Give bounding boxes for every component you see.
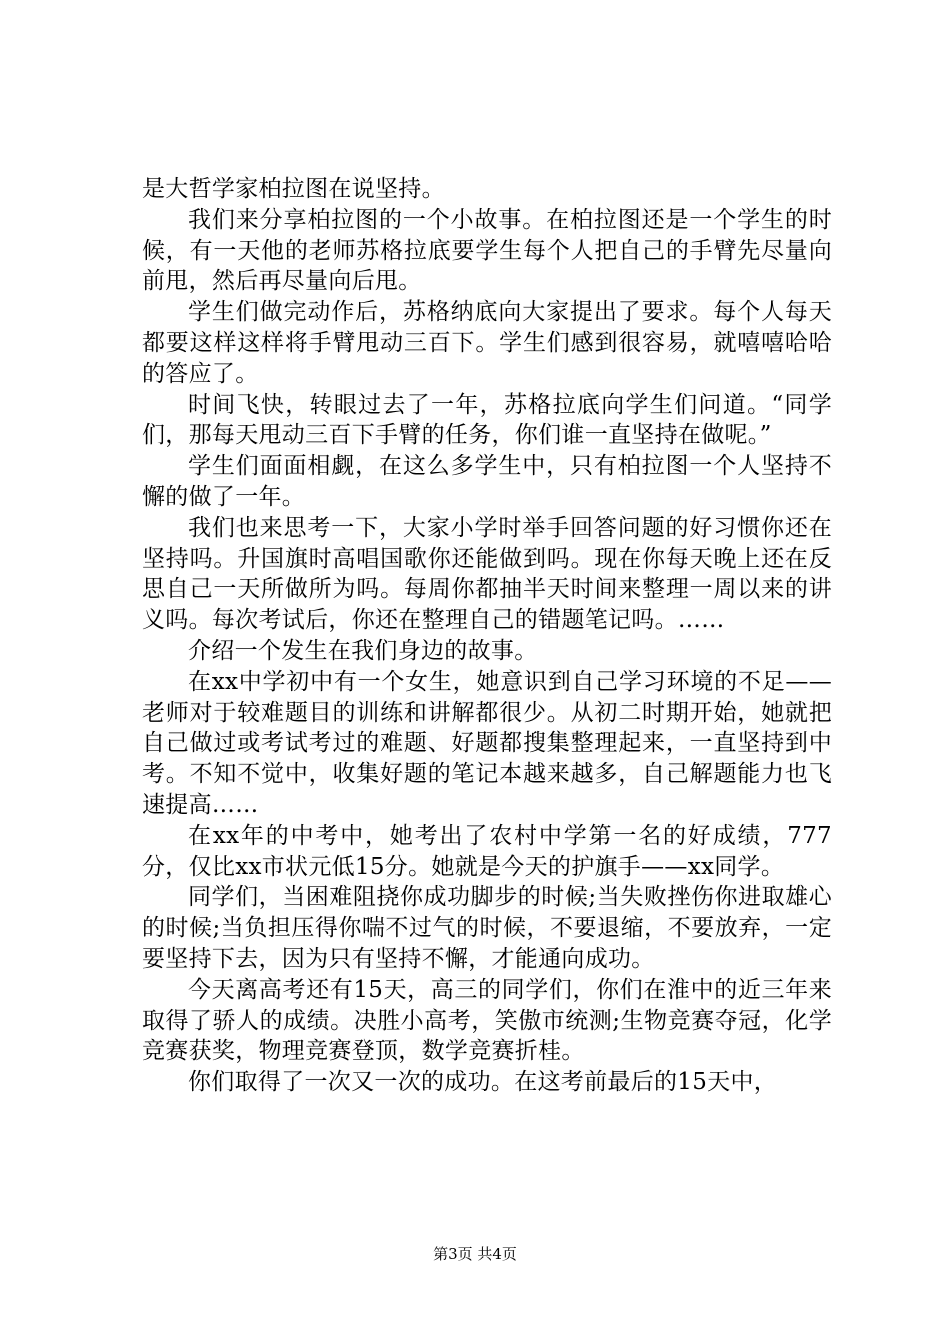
paragraph: 学生们做完动作后，苏格纳底向大家提出了要求。每个人每天都要这样这样将手臂甩动三百下。学生们感到很容易，就嘻嘻哈哈的答应了。 bbox=[142, 299, 832, 387]
paragraph: 是大哲学家柏拉图在说坚持。 bbox=[142, 176, 445, 202]
paragraph: 在xx中学初中有一个女生，她意识到自己学习环境的不足——老师对于较难题目的训练和讲解都很少。从初二时期开始，她就把自己做过或考试考过的难题、好题都搜集整理起来，一直坚持到中考。不知不觉中，收集好题的笔记本越来越多，自己解题能力也飞速提高…… bbox=[142, 668, 832, 818]
paragraph: 学生们面面相觑，在这么多学生中，只有柏拉图一个人坚持不懈的做了一年。 bbox=[142, 453, 832, 510]
paragraph: 时间飞快，转眼过去了一年，苏格拉底向学生们问道。“同学们，那每天甩动三百下手臂的任务，你们谁一直坚持在做呢。” bbox=[142, 391, 832, 449]
paragraph: 你们取得了一次又一次的成功。在这考前最后的15天中， bbox=[188, 1069, 778, 1096]
paragraph: 在xx年的中考中，她考出了农村中学第一名的好成绩，777分，仅比xx市状元低15分。她就是今天的护旗手——xx同学。 bbox=[142, 822, 832, 880]
paragraph: 我们也来思考一下，大家小学时举手回答问题的好习惯你还在坚持吗。升国旗时高唱国歌你还能做到吗。现在你每天晚上还在反思自己一天所做所为吗。每周你都抽半天时间来整理一周以来的讲义吗。每次考试后，你还在整理自己的错题笔记吗。…… bbox=[142, 514, 832, 634]
paragraph: 介绍一个发生在我们身边的故事。 bbox=[188, 637, 538, 664]
paragraph: 今天离高考还有15天，高三的同学们，你们在淮中的近三年来取得了骄人的成绩。决胜小高考，笑傲市统测;生物竞赛夺冠，化学竞赛获奖，物理竞赛登顶，数学竞赛折桂。 bbox=[142, 976, 832, 1065]
page-footer: 第3页 共4页 bbox=[433, 1245, 517, 1263]
body-text bbox=[142, 174, 832, 1098]
paragraph: 同学们，当困难阻挠你成功脚步的时候;当失败挫伤你进取雄心的时候;当负担压得你喘不过气的时候，不要退缩，不要放弃，一定要坚持下去，因为只有坚持不懈，才能通向成功。 bbox=[142, 884, 832, 972]
paragraph: 我们来分享柏拉图的一个小故事。在柏拉图还是一个学生的时候，有一天他的老师苏格拉底要学生每个人把自己的手臂先尽量向前甩，然后再尽量向后甩。 bbox=[142, 206, 832, 295]
